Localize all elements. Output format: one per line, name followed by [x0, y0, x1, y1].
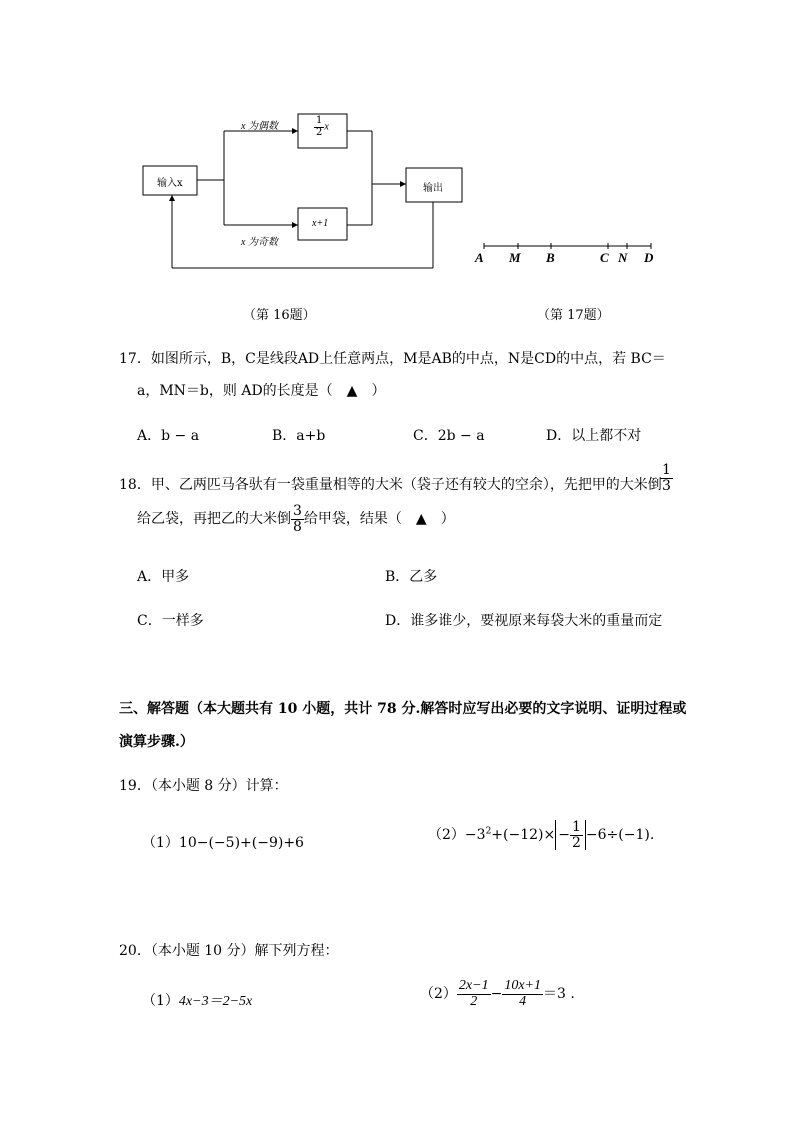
q18-frac2-num: 3 — [293, 503, 302, 519]
q19-part2 — [428, 820, 654, 850]
q20-rhs: ＝3 . — [543, 986, 575, 1003]
half-den: 2 — [316, 126, 323, 138]
q17-option-c: C．2b − a — [413, 428, 485, 444]
q19-part2-expr-c: −6÷(−1). — [585, 827, 655, 844]
q20-frac2 — [502, 979, 543, 1009]
even-label: x 为偶数 — [241, 121, 278, 132]
q19-frac-num: 1 — [571, 819, 581, 835]
half-var: x — [324, 121, 329, 133]
plus-one-op: x+1 — [312, 218, 329, 229]
q20-minus: − — [490, 986, 503, 1003]
q19-title: 19．（本小题 8 分）计算： — [119, 778, 288, 794]
point-n: N — [618, 250, 628, 265]
q20-part1 — [142, 990, 252, 1010]
q18-option-d: D．谁多谁少，要视原来每袋大米的重量而定 — [385, 613, 663, 629]
q18-frac1 — [660, 463, 673, 493]
q20-frac1-den: 2 — [470, 993, 478, 1009]
q18-option-c: C．一样多 — [137, 613, 204, 629]
q18-option-b: B．乙多 — [385, 569, 438, 585]
q20-title: 20．（本小题 10 分）解下列方程： — [119, 943, 339, 959]
output-label: 输出 — [423, 183, 443, 194]
q19-part2-sup: 2 — [485, 826, 492, 837]
q20-frac2-den: 4 — [519, 993, 527, 1009]
q19-part1 — [142, 832, 304, 852]
q18-frac2 — [291, 504, 304, 534]
q17-line2: a，MN＝b，则 AD的长度是（ ▲ ） — [137, 383, 386, 399]
odd-label: x 为奇数 — [241, 237, 278, 248]
q19-part2-expr-b: +(−12)× — [491, 827, 556, 844]
q17-option-b: B．a+b — [272, 428, 326, 444]
q18-line2-b: 给甲袋，结果（ ▲ ） — [303, 511, 455, 528]
figure-16-caption: （第 16题） — [243, 308, 316, 323]
q17-option-a: A．b − a — [137, 428, 200, 444]
q18-frac2-den: 8 — [293, 518, 302, 535]
q19-part2-expr-a: −3 — [464, 827, 486, 844]
input-label: 输入x — [157, 178, 183, 189]
q19-abs-sign: − — [558, 827, 570, 844]
point-c: C — [600, 250, 609, 265]
q18-option-a: A．甲多 — [137, 569, 190, 585]
q17-option-d: D．以上都不对 — [546, 428, 642, 444]
q20-frac1 — [457, 979, 491, 1009]
q19-abs-value — [555, 820, 586, 850]
q19-frac-den: 2 — [571, 834, 581, 851]
q20-frac1-num: 2x−1 — [458, 978, 489, 993]
section3-heading-line1: 三、解答题（本大题共有 10 小题，共计 78 分.解答时应写出必要的文字说明、证明过程或 — [119, 701, 687, 717]
point-d: D — [644, 250, 654, 265]
q18-line2 — [137, 504, 455, 534]
figure-17-caption: （第 17题） — [537, 308, 610, 323]
q17-line1: 17．如图所示，B，C是线段AD上任意两点，M是AB的中点，N是CD的中点，若 BC＝ — [119, 351, 666, 367]
q20-part2 — [420, 979, 575, 1009]
point-b: B — [546, 250, 555, 265]
q20-frac2-num: 10x+1 — [504, 978, 541, 993]
q19-part1-label: （1） — [142, 835, 179, 851]
q18-frac1-num: 1 — [662, 462, 671, 478]
q19-part1-expr: 10−(−5)+(−9)+6 — [178, 835, 304, 851]
point-a: A — [475, 250, 484, 265]
q20-part2-label: （2） — [420, 986, 457, 1003]
q18-frac1-den: 3 — [662, 477, 671, 494]
q20-part1-label: （1） — [142, 993, 179, 1009]
q20-part1-expr: 4x−3＝2−5x — [178, 994, 253, 1009]
point-m: M — [509, 250, 521, 265]
q19-part2-label: （2） — [428, 827, 465, 844]
half-num: 1 — [316, 115, 323, 126]
q18-line1: 18．甲、乙两匹马各驮有一袋重量相等的大米（袋子还有较大的空余），先把甲的大米倒 — [119, 477, 662, 493]
q18-line2-a: 给乙袋，再把乙的大米倒 — [137, 511, 291, 528]
section3-heading-line2: 演算步骤.） — [119, 734, 194, 750]
